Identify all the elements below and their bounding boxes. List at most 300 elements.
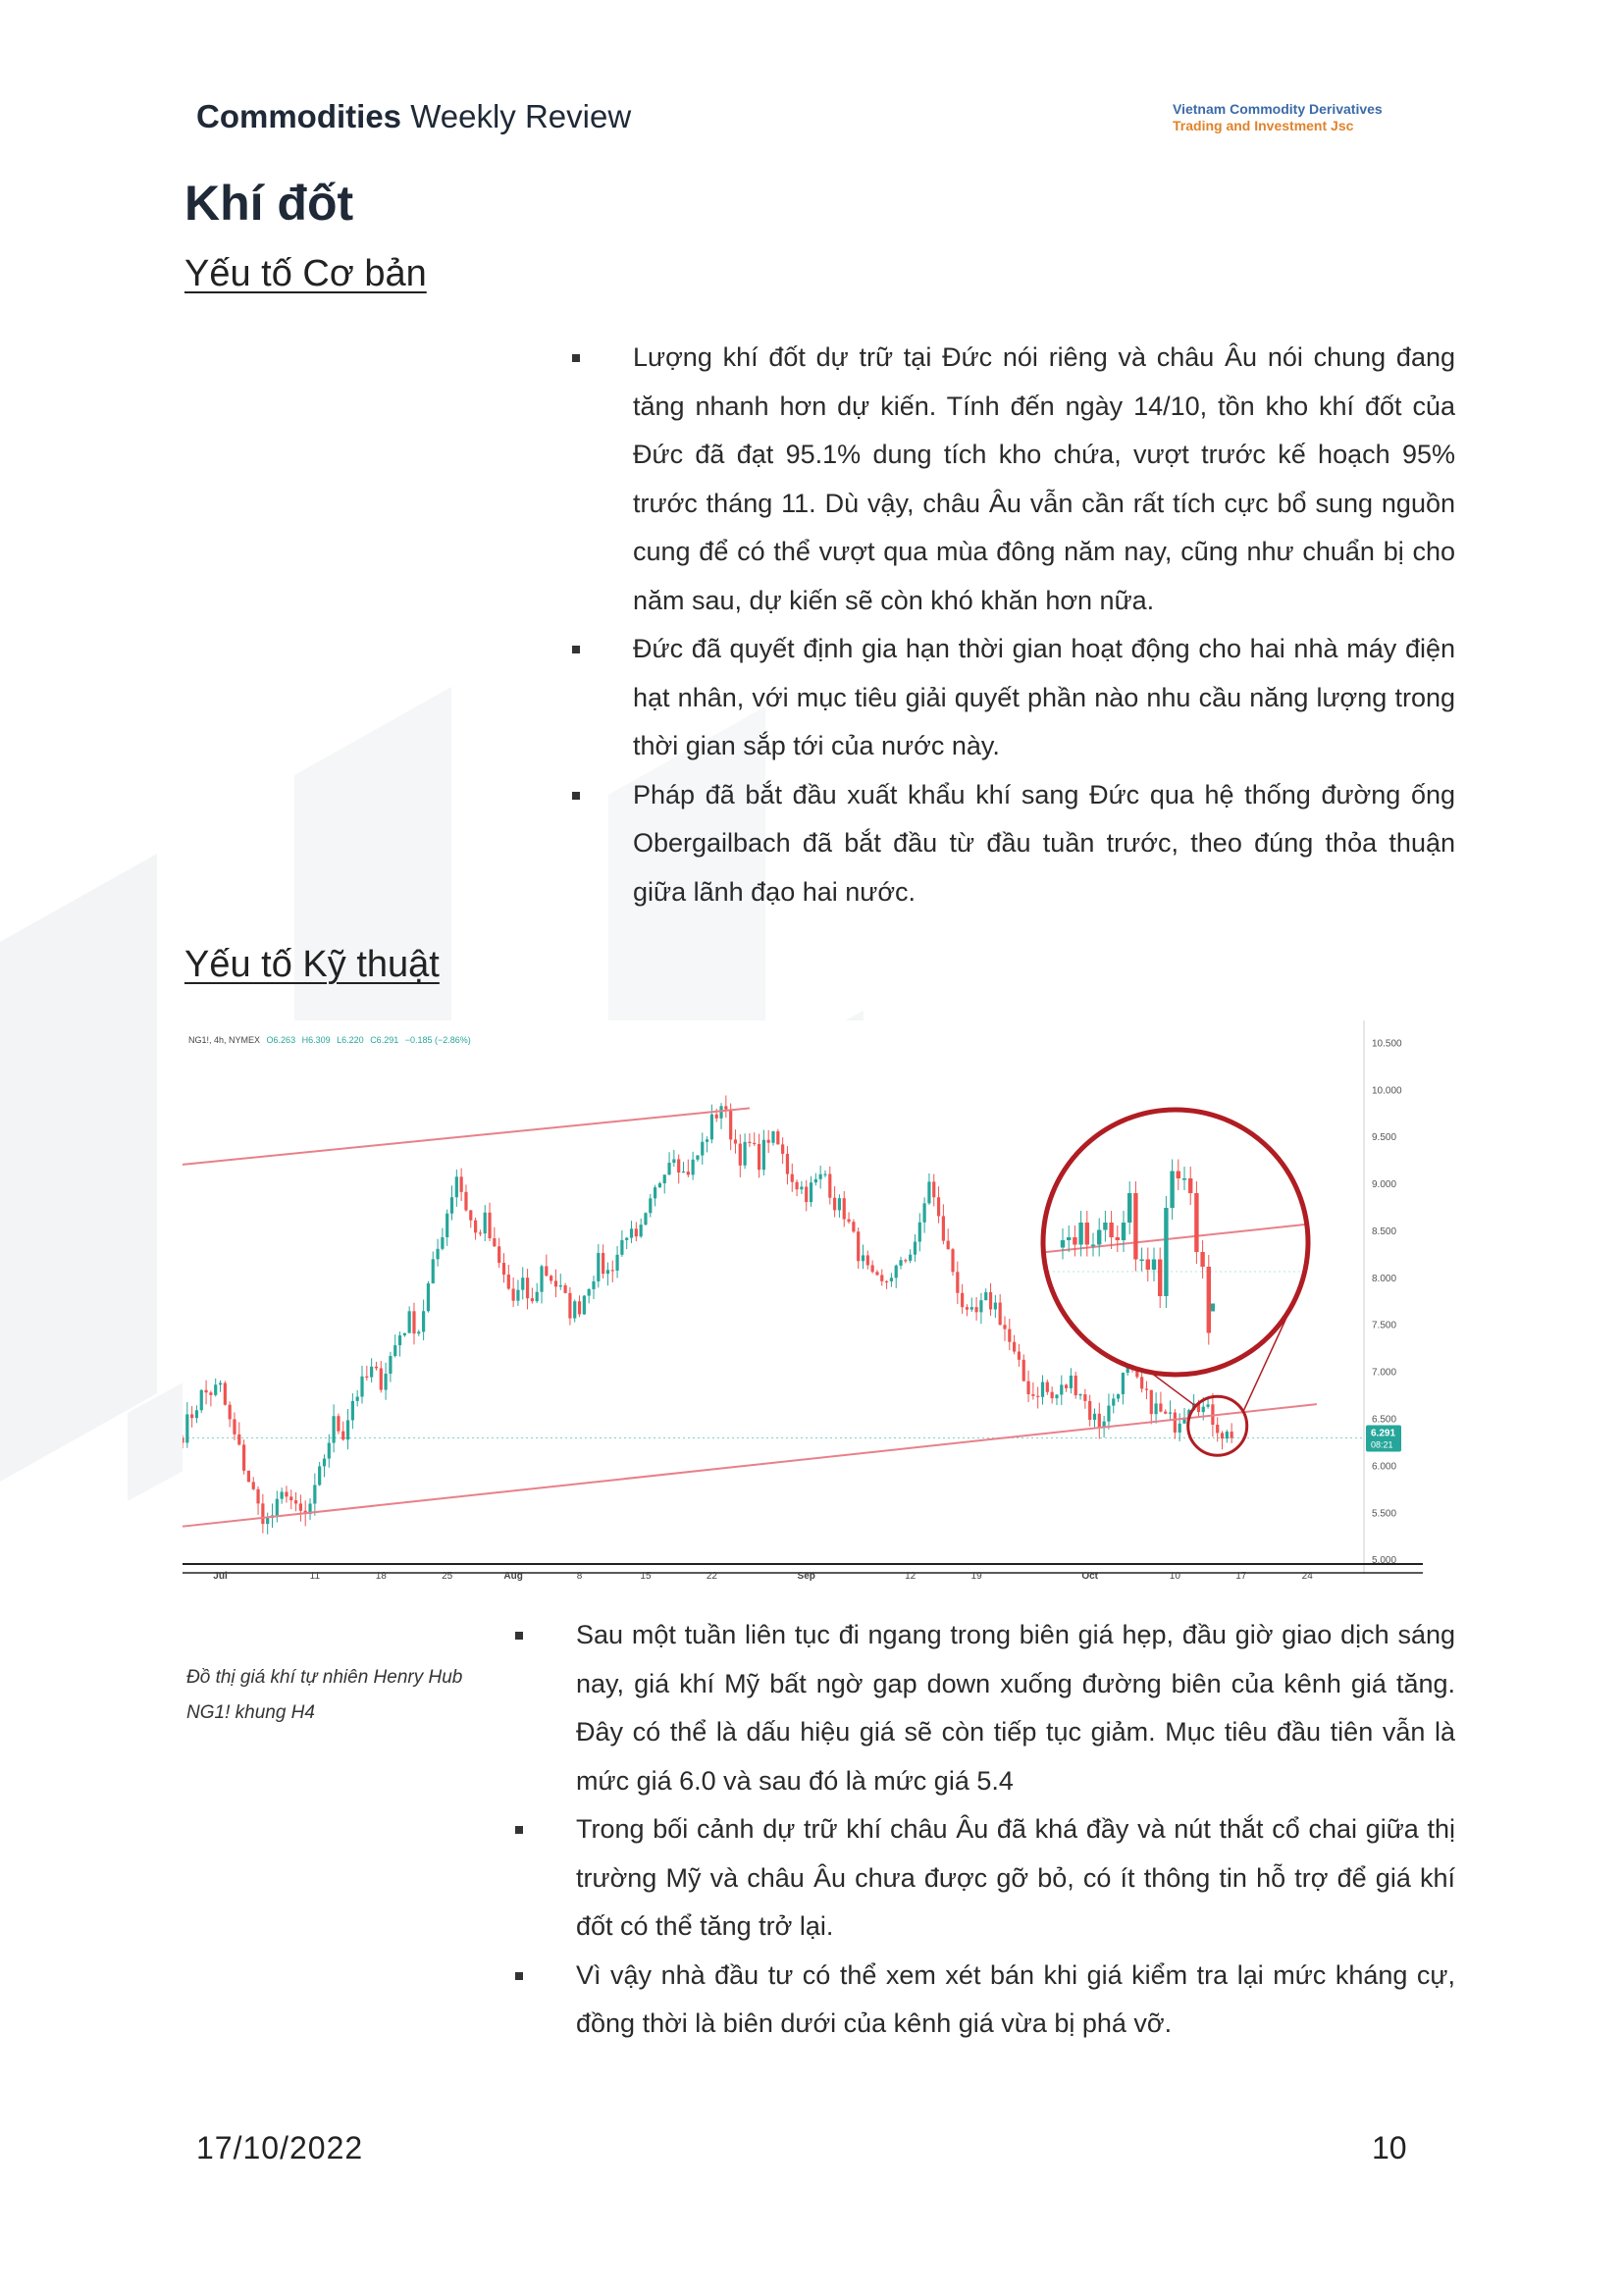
y-tick-label: 6.000 bbox=[1372, 1461, 1397, 1473]
candle-body bbox=[333, 1416, 336, 1442]
candle-body bbox=[1036, 1396, 1039, 1397]
candle-body bbox=[918, 1223, 921, 1242]
candle-body bbox=[488, 1213, 491, 1238]
zoom-candle-body bbox=[1067, 1237, 1071, 1240]
candle-body bbox=[1231, 1432, 1233, 1438]
candle-body bbox=[1140, 1377, 1143, 1388]
candle-body bbox=[252, 1482, 255, 1488]
countdown-label: 08:21 bbox=[1371, 1439, 1393, 1450]
candle-body bbox=[403, 1333, 406, 1335]
candle-body bbox=[469, 1211, 472, 1221]
candle-body bbox=[947, 1241, 950, 1250]
candle-body bbox=[970, 1307, 973, 1310]
candle-body bbox=[1159, 1403, 1162, 1411]
candle-body bbox=[999, 1303, 1002, 1326]
candle-body bbox=[719, 1106, 722, 1119]
y-tick-label: 10.000 bbox=[1372, 1085, 1402, 1097]
candle-body bbox=[640, 1225, 643, 1236]
candle-body bbox=[1074, 1376, 1077, 1395]
candle-body bbox=[422, 1311, 425, 1331]
candle-body bbox=[237, 1434, 240, 1445]
candle-body bbox=[493, 1238, 496, 1246]
x-tick-label: 17 bbox=[1235, 1571, 1247, 1582]
candle-body bbox=[828, 1174, 831, 1198]
x-tick-label: Sep bbox=[797, 1571, 815, 1582]
document-header-title bbox=[196, 98, 631, 135]
candle-body bbox=[800, 1186, 803, 1189]
candle-body bbox=[672, 1159, 675, 1163]
candle-body bbox=[346, 1420, 349, 1439]
candle-body bbox=[209, 1392, 212, 1395]
x-tick-label: 10 bbox=[1169, 1571, 1180, 1582]
x-tick-label: 18 bbox=[375, 1571, 387, 1582]
candle-body bbox=[484, 1213, 487, 1233]
y-tick-label: 7.000 bbox=[1372, 1367, 1397, 1379]
candle-body bbox=[1078, 1394, 1081, 1395]
bullet-text: Lượng khí đốt dự trữ tại Đức nói riêng và châu Âu nói chung đang tăng nhanh hơn dự kiến. Tính đến ngày 14/10, tồn kho khí đốt của Đức đã đạt 95.1% dung tích kho chứa, vượt trước kế hoạch 95% trước tháng 11. Dù vậy, châu Âu vẫn cần rất tích cực bổ sung nguồn cung để có thể vượt qua mùa đông năm nay, cũng như chuẩn bị cho năm sau, dự kiến sẽ còn khó khăn hơn nữa. bbox=[633, 342, 1455, 615]
candle-body bbox=[550, 1276, 552, 1280]
candle-body bbox=[805, 1186, 808, 1202]
candle-body bbox=[875, 1272, 878, 1275]
zoom-candle-body bbox=[1200, 1252, 1204, 1267]
candle-body bbox=[432, 1259, 435, 1283]
page-number: 10 bbox=[1372, 2130, 1407, 2165]
candle-body bbox=[294, 1500, 297, 1503]
fundamental-bullet-list bbox=[572, 334, 1455, 916]
zoom-candle-body bbox=[1061, 1240, 1065, 1248]
candle-body bbox=[389, 1356, 392, 1374]
zoom-candle-body bbox=[1194, 1193, 1198, 1252]
chart-caption: Đồ thị giá khí tự nhiên Henry Hub NG1! khung H4 bbox=[186, 1667, 463, 1723]
candle-body bbox=[644, 1213, 647, 1225]
candle-body bbox=[890, 1278, 893, 1281]
candle-body bbox=[281, 1491, 284, 1498]
x-tick-label: Oct bbox=[1081, 1571, 1099, 1582]
x-tick-label: 15 bbox=[640, 1571, 652, 1582]
zoom-candle-body bbox=[1085, 1223, 1089, 1245]
candle-body bbox=[984, 1292, 987, 1300]
page-title: Khí đốt bbox=[184, 176, 354, 231]
bullet-item bbox=[572, 771, 1455, 917]
candle-body bbox=[545, 1266, 548, 1276]
candle-body bbox=[630, 1228, 633, 1237]
zoom-candle-body bbox=[1133, 1193, 1137, 1260]
candle-body bbox=[862, 1255, 864, 1261]
close-label: C6.291 bbox=[370, 1035, 399, 1045]
candle-body bbox=[341, 1432, 344, 1440]
candle-body bbox=[256, 1489, 259, 1504]
candle-body bbox=[408, 1311, 411, 1332]
candle-body bbox=[266, 1518, 269, 1524]
candle-body bbox=[1216, 1425, 1219, 1433]
candle-body bbox=[961, 1293, 964, 1307]
symbol-label: NG1!, 4h, NYMEX bbox=[188, 1035, 261, 1045]
candle-body bbox=[658, 1183, 661, 1187]
square-bullet-icon bbox=[572, 792, 580, 800]
candle-body bbox=[871, 1265, 874, 1272]
company-name-line2: Trading and Investment Jsc bbox=[1173, 118, 1354, 133]
candle-body bbox=[923, 1203, 926, 1222]
candle-body bbox=[328, 1443, 331, 1459]
candle-body bbox=[710, 1115, 713, 1140]
candle-body bbox=[663, 1174, 666, 1183]
candle-body bbox=[909, 1255, 912, 1261]
candle-body bbox=[895, 1266, 898, 1278]
x-tick-label: 19 bbox=[970, 1571, 982, 1582]
candle-body bbox=[384, 1374, 387, 1390]
candle-body bbox=[974, 1307, 977, 1312]
candle-body bbox=[667, 1163, 670, 1174]
candle-body bbox=[356, 1397, 359, 1401]
candle-body bbox=[450, 1197, 453, 1214]
x-tick-label: 11 bbox=[309, 1571, 321, 1582]
open-label: O6.263 bbox=[266, 1035, 296, 1045]
candle-body bbox=[776, 1131, 779, 1144]
x-tick-label: Jul bbox=[213, 1571, 228, 1582]
candle-body bbox=[521, 1278, 524, 1289]
candle-body bbox=[229, 1405, 232, 1420]
candle-body bbox=[502, 1263, 505, 1275]
candle-body bbox=[734, 1139, 737, 1143]
zoom-candle-body bbox=[1158, 1260, 1162, 1297]
candle-body bbox=[588, 1289, 591, 1296]
candle-body bbox=[1060, 1384, 1063, 1394]
candle-body bbox=[573, 1301, 576, 1318]
candle-body bbox=[460, 1176, 463, 1192]
x-tick-label: 25 bbox=[442, 1571, 453, 1582]
bullet-text: Trong bối cảnh dự trữ khí châu Âu đã khá đầy và nút thắt cổ chai giữa thị trường Mỹ và châu Âu chưa được gỡ bỏ, có ít thông tin hỗ trợ để giá khí đốt có thể tăng trở lại. bbox=[576, 1814, 1455, 1941]
candle-body bbox=[885, 1281, 888, 1282]
x-tick-label: 12 bbox=[905, 1571, 917, 1582]
candle-body bbox=[966, 1307, 969, 1310]
zoom-candle-body bbox=[1164, 1208, 1168, 1296]
high-label: H6.309 bbox=[301, 1035, 331, 1045]
candle-body bbox=[299, 1503, 302, 1510]
candle-body bbox=[833, 1198, 836, 1211]
candle-body bbox=[474, 1221, 477, 1233]
candle-body bbox=[200, 1390, 203, 1411]
candle-body bbox=[242, 1444, 245, 1470]
candle-body bbox=[195, 1410, 198, 1418]
candle-body bbox=[441, 1237, 444, 1249]
candle-body bbox=[1088, 1401, 1091, 1420]
candle-body bbox=[1107, 1406, 1110, 1422]
zoom-candle-body bbox=[1207, 1267, 1211, 1333]
candle-body bbox=[706, 1139, 708, 1142]
candle-body bbox=[276, 1499, 279, 1516]
y-tick-label: 5.000 bbox=[1372, 1555, 1397, 1567]
candle-body bbox=[994, 1303, 997, 1310]
zoom-candle-body bbox=[1152, 1260, 1156, 1271]
section-heading-fundamental: Yếu tố Cơ bản bbox=[184, 253, 427, 294]
header-title-rest: Weekly Review bbox=[401, 98, 632, 134]
candle-body bbox=[635, 1228, 638, 1236]
candle-body bbox=[942, 1216, 945, 1240]
candle-body bbox=[696, 1156, 699, 1160]
zoom-candle-body bbox=[1097, 1230, 1101, 1245]
zoom-gap-candle bbox=[1211, 1304, 1215, 1312]
candle-body bbox=[1150, 1390, 1153, 1414]
y-tick-label: 6.500 bbox=[1372, 1414, 1397, 1426]
zoom-candle-body bbox=[1188, 1178, 1192, 1193]
candle-body bbox=[436, 1249, 439, 1260]
x-tick-label: Aug bbox=[503, 1571, 523, 1582]
candle-body bbox=[592, 1281, 595, 1289]
candle-body bbox=[1031, 1394, 1034, 1396]
candle-body bbox=[1164, 1412, 1167, 1414]
candle-body bbox=[597, 1253, 600, 1281]
zoom-candle-body bbox=[1109, 1223, 1113, 1237]
candle-body bbox=[1051, 1392, 1054, 1398]
candle-body bbox=[393, 1345, 396, 1356]
candle-body bbox=[1003, 1325, 1006, 1329]
last-price-badge bbox=[1366, 1426, 1401, 1452]
candle-body bbox=[233, 1419, 236, 1434]
candle-body bbox=[625, 1238, 628, 1240]
candle-body bbox=[927, 1181, 930, 1203]
square-bullet-icon bbox=[572, 354, 580, 362]
candle-body bbox=[412, 1311, 415, 1333]
candle-body bbox=[318, 1466, 321, 1485]
candle-body bbox=[583, 1296, 586, 1315]
candle-body bbox=[531, 1298, 534, 1301]
candle-body bbox=[185, 1414, 188, 1442]
bullet-item bbox=[572, 334, 1455, 625]
candle-body bbox=[866, 1255, 869, 1265]
square-bullet-icon bbox=[515, 1826, 523, 1834]
candle-body bbox=[979, 1300, 982, 1312]
zoom-candle-body bbox=[1103, 1223, 1107, 1230]
candle-body bbox=[687, 1172, 690, 1174]
candle-body bbox=[568, 1293, 571, 1319]
candle-body bbox=[289, 1496, 292, 1500]
candle-body bbox=[365, 1377, 368, 1378]
candle-body bbox=[701, 1142, 704, 1156]
candle-body bbox=[899, 1260, 902, 1266]
candle-body bbox=[843, 1198, 846, 1219]
candle-body bbox=[375, 1367, 378, 1369]
candle-body bbox=[554, 1280, 557, 1286]
candle-body bbox=[904, 1260, 907, 1261]
candle-body bbox=[1093, 1414, 1096, 1420]
candle-body bbox=[611, 1270, 614, 1271]
candle-body bbox=[852, 1222, 855, 1231]
candle-body bbox=[1013, 1342, 1016, 1352]
candle-body bbox=[838, 1198, 841, 1210]
candle-body bbox=[536, 1292, 539, 1302]
candle-body bbox=[559, 1285, 562, 1286]
candle-body bbox=[989, 1292, 992, 1310]
zoom-candle-body bbox=[1122, 1223, 1126, 1240]
candle-body bbox=[729, 1110, 732, 1140]
candle-body bbox=[739, 1144, 742, 1166]
candle-body bbox=[857, 1231, 860, 1261]
x-tick-label: 8 bbox=[576, 1571, 583, 1582]
candle-body bbox=[247, 1471, 250, 1483]
section-heading-technical: Yếu tố Kỹ thuật bbox=[184, 944, 440, 985]
candle-body bbox=[937, 1197, 940, 1216]
candle-body bbox=[791, 1174, 794, 1182]
zoom-candle-body bbox=[1127, 1193, 1131, 1223]
y-tick-label: 8.000 bbox=[1372, 1273, 1397, 1284]
candle-body bbox=[1122, 1373, 1125, 1394]
candle-body bbox=[823, 1174, 826, 1175]
candle-body bbox=[620, 1240, 623, 1255]
header-title-bold: Commodities bbox=[196, 98, 402, 134]
candle-body bbox=[810, 1182, 812, 1202]
candle-body bbox=[1055, 1394, 1058, 1398]
change-label: −0.185 (−2.86%) bbox=[404, 1035, 471, 1045]
candle-body bbox=[753, 1143, 756, 1144]
price-chart-svg bbox=[183, 1020, 1423, 1582]
candle-body bbox=[464, 1192, 467, 1211]
candle-body bbox=[767, 1140, 770, 1143]
candle-body bbox=[1174, 1413, 1177, 1434]
technical-bullet-list bbox=[515, 1611, 1455, 2049]
candle-body bbox=[1154, 1403, 1157, 1414]
y-tick-label: 5.500 bbox=[1372, 1508, 1397, 1520]
candle-body bbox=[692, 1160, 695, 1175]
y-tick-label: 9.500 bbox=[1372, 1132, 1397, 1144]
square-bullet-icon bbox=[515, 1972, 523, 1980]
candle-body bbox=[951, 1249, 954, 1272]
candle-body bbox=[370, 1367, 373, 1378]
y-tick-label: 10.500 bbox=[1372, 1038, 1402, 1050]
zoom-candle-body bbox=[1116, 1237, 1120, 1240]
candle-body bbox=[606, 1270, 609, 1274]
candle-body bbox=[455, 1176, 458, 1197]
candle-body bbox=[649, 1198, 652, 1213]
candle-body bbox=[261, 1503, 264, 1524]
candle-body bbox=[1083, 1394, 1086, 1401]
candle-body bbox=[1221, 1433, 1224, 1438]
candle-body bbox=[786, 1154, 789, 1174]
bullet-text: Vì vậy nhà đầu tư có thể xem xét bán khi giá kiểm tra lại mức kháng cự, đồng thời là biên dưới của kênh giá vừa bị phá vỡ. bbox=[576, 1959, 1455, 2038]
candle-body bbox=[219, 1382, 222, 1384]
zoom-candle-body bbox=[1146, 1260, 1150, 1271]
candle-body bbox=[1070, 1376, 1073, 1388]
candle-body bbox=[512, 1288, 515, 1300]
candle-body bbox=[337, 1416, 340, 1431]
bullet-text: Pháp đã bắt đầu xuất khẩu khí sang Đức qua hệ thống đường ống Obergailbach đã bắt đầu từ đầu tuần trước, theo đúng thỏa thuận giữa lãnh đạo hai nước. bbox=[633, 779, 1455, 907]
candle-body bbox=[1098, 1414, 1101, 1428]
y-tick-label: 8.500 bbox=[1372, 1226, 1397, 1237]
bullet-item bbox=[515, 1805, 1455, 1952]
bullet-text: Đức đã quyết định gia hạn thời gian hoạt động cho hai nhà máy điện hạt nhân, với mục tiêu giải quyết phần nào nhu cầu năng lượng trong thời gian sắp tới của nước này. bbox=[633, 634, 1455, 760]
candle-body bbox=[1022, 1360, 1025, 1382]
candle-body bbox=[715, 1115, 718, 1119]
candle-body bbox=[190, 1414, 193, 1418]
candle-body bbox=[682, 1172, 685, 1173]
candle-body bbox=[1206, 1404, 1209, 1406]
company-name-line1: Vietnam Commodity Derivatives bbox=[1173, 101, 1383, 117]
candle-body bbox=[771, 1131, 774, 1143]
y-tick-label: 7.500 bbox=[1372, 1320, 1397, 1331]
square-bullet-icon bbox=[572, 646, 580, 653]
zoom-candle-body bbox=[1078, 1223, 1082, 1245]
y-tick-label: 9.000 bbox=[1372, 1179, 1397, 1191]
candle-body bbox=[526, 1278, 529, 1298]
candle-body bbox=[1112, 1398, 1115, 1405]
candle-body bbox=[1008, 1330, 1011, 1342]
candle-body bbox=[498, 1246, 500, 1263]
candle-body bbox=[417, 1331, 420, 1333]
company-logo-text bbox=[1173, 101, 1383, 134]
candle-body bbox=[724, 1106, 727, 1109]
square-bullet-icon bbox=[515, 1632, 523, 1640]
ohlc-label bbox=[188, 1035, 471, 1045]
candle-body bbox=[507, 1275, 510, 1288]
candle-body bbox=[1226, 1432, 1229, 1438]
zoom-candle-body bbox=[1177, 1172, 1180, 1179]
zoom-candle-body bbox=[1139, 1260, 1143, 1262]
bullet-item bbox=[515, 1611, 1455, 1805]
candle-body bbox=[1065, 1384, 1068, 1388]
candle-body bbox=[1145, 1388, 1148, 1389]
footer-date: 17/10/2022 bbox=[196, 2130, 364, 2165]
x-tick-label: 24 bbox=[1301, 1571, 1313, 1582]
zoom-candle-body bbox=[1091, 1245, 1095, 1247]
candle-body bbox=[744, 1142, 747, 1166]
zoom-candle-body bbox=[1170, 1172, 1174, 1209]
candle-body bbox=[1018, 1352, 1021, 1360]
candle-body bbox=[323, 1459, 326, 1467]
candle-body bbox=[932, 1181, 935, 1197]
candle-body bbox=[819, 1174, 822, 1179]
candle-body bbox=[758, 1144, 760, 1170]
candle-body bbox=[956, 1272, 959, 1292]
candle-body bbox=[1169, 1413, 1172, 1414]
bullet-item bbox=[515, 1952, 1455, 2049]
candle-body bbox=[1026, 1382, 1029, 1394]
candle-body bbox=[380, 1368, 383, 1389]
candle-body bbox=[677, 1159, 680, 1173]
candle-body bbox=[214, 1384, 217, 1395]
candle-body bbox=[1179, 1424, 1181, 1433]
candle-body bbox=[516, 1290, 519, 1301]
zoom-candle-body bbox=[1182, 1178, 1186, 1180]
candle-body bbox=[748, 1142, 751, 1143]
candle-body bbox=[880, 1275, 883, 1280]
candle-body bbox=[762, 1140, 765, 1170]
last-price-label: 6.291 bbox=[1371, 1428, 1396, 1439]
candle-body bbox=[914, 1242, 917, 1255]
candle-body bbox=[602, 1253, 604, 1274]
candle-body bbox=[795, 1182, 798, 1189]
candle-body bbox=[285, 1491, 288, 1496]
candle-body bbox=[224, 1382, 227, 1404]
candle-body bbox=[313, 1485, 316, 1503]
candle-body bbox=[847, 1220, 850, 1223]
candle-body bbox=[781, 1144, 784, 1154]
candle-body bbox=[1041, 1382, 1044, 1397]
candle-body bbox=[398, 1335, 401, 1345]
candle-body bbox=[1202, 1407, 1205, 1412]
x-tick-label: 22 bbox=[706, 1571, 717, 1582]
candle-body bbox=[615, 1255, 618, 1271]
price-chart bbox=[183, 1020, 1423, 1582]
candle-body bbox=[427, 1283, 430, 1311]
candle-body bbox=[1117, 1394, 1120, 1399]
candle-body bbox=[360, 1377, 363, 1397]
candle-body bbox=[563, 1285, 566, 1293]
candle-body bbox=[814, 1179, 817, 1182]
candle-body bbox=[445, 1214, 448, 1237]
candle-body bbox=[654, 1187, 656, 1198]
candle-body bbox=[540, 1266, 543, 1291]
zoom-candle-body bbox=[1073, 1237, 1076, 1245]
candle-body bbox=[204, 1390, 207, 1392]
